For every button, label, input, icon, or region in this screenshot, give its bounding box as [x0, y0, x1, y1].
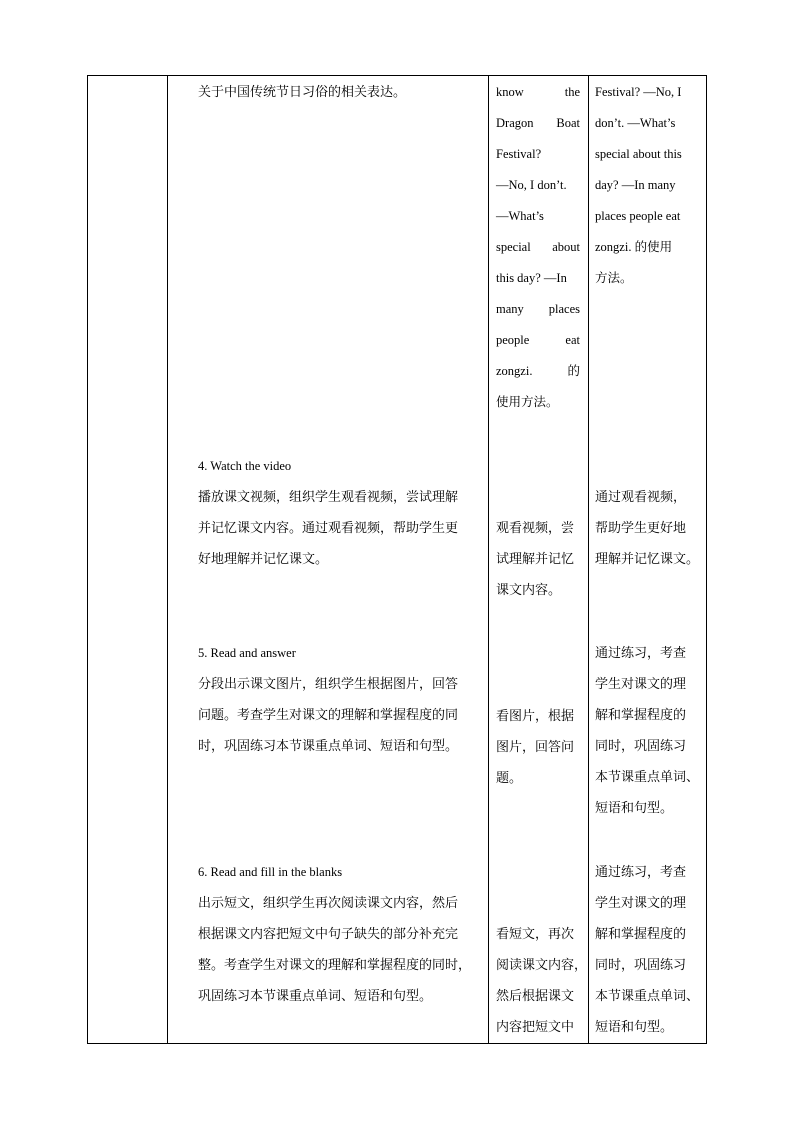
- intent-line: 解和掌握程度的: [595, 708, 687, 723]
- student-activity-6: [496, 919, 587, 1043]
- column-divider: [488, 76, 489, 1043]
- teacher-line: 问题。考查学生对课文的理解和掌握程度的同: [198, 708, 459, 723]
- student-line: Dragon Boat: [496, 116, 580, 130]
- intent-line: 同时，巩固练习: [595, 958, 687, 973]
- student-line: people eat: [496, 333, 580, 347]
- student-line: 内容把短文中: [496, 1020, 575, 1035]
- intent-line: 学生对课文的理: [595, 677, 687, 692]
- teacher-activity-5: [198, 638, 458, 762]
- activity-title: 4. Watch the video: [198, 459, 292, 473]
- student-activity-5: [496, 701, 574, 794]
- intent-line: 通过练习，考查: [595, 646, 687, 661]
- student-line: —No, I don’t.: [496, 178, 567, 192]
- student-line: 然后根据课文: [496, 989, 575, 1004]
- activity-title: 5. Read and answer: [198, 646, 296, 660]
- student-line: 图片，回答问: [496, 740, 575, 755]
- intent-line: 通过观看视频，: [595, 490, 687, 505]
- student-line: 看短文，再次: [496, 927, 575, 942]
- student-line: 题。: [496, 771, 523, 786]
- intent-line: 通过练习，考查: [595, 865, 687, 880]
- student-line: 试理解并记忆: [496, 552, 575, 567]
- student-line: zongzi. 的: [496, 364, 580, 378]
- teacher-line: 分段出示课文图片，组织学生根据图片，回答: [198, 677, 459, 692]
- activity-title: 6. Read and fill in the blanks: [198, 865, 343, 879]
- teacher-line: 好地理解并记忆课文。: [198, 552, 329, 567]
- student-line: 阅读课文内容，: [496, 958, 588, 973]
- teacher-line: 并记忆课文内容。通过观看视频，帮助学生更: [198, 521, 459, 536]
- teacher-activity-4: [198, 451, 458, 575]
- student-line: 课文内容。: [496, 583, 562, 598]
- intent-line: zongzi. 的使用: [595, 240, 673, 254]
- intent-line: 帮助学生更好地: [595, 521, 687, 536]
- student-line: many places: [496, 302, 580, 316]
- design-intent-6: [595, 857, 699, 1043]
- teacher-line: 巩固练习本节课重点单词、短语和句型。: [198, 989, 433, 1004]
- teacher-line: 播放课文视频，组织学生观看视频，尝试理解: [198, 490, 459, 505]
- design-intent-3: [595, 77, 682, 294]
- student-line: 观看视频，尝: [496, 521, 575, 536]
- intent-line: day? —In many: [595, 178, 676, 192]
- student-line: Festival?: [496, 147, 542, 161]
- student-line: —What’s: [496, 209, 544, 223]
- teacher-line: 整。考查学生对课文的理解和掌握程度的同时，: [198, 958, 472, 973]
- student-line: special about: [496, 240, 580, 254]
- intent-line: places people eat: [595, 209, 681, 223]
- design-intent-4: [595, 482, 699, 575]
- teacher-line: 根据课文内容把短文中句子缺失的部分补充完: [198, 927, 459, 942]
- intent-line: Festival? —No, I: [595, 85, 682, 99]
- design-intent-5: [595, 638, 699, 824]
- teacher-activity-3: [198, 77, 406, 108]
- intent-line: special about this: [595, 147, 682, 161]
- student-activity-4: [496, 513, 574, 606]
- intent-line: 本节课重点单词、: [595, 770, 700, 785]
- student-line: 看图片，根据: [496, 709, 575, 724]
- intent-line: 短语和句型。: [595, 1020, 674, 1035]
- student-line: this day? —In: [496, 271, 567, 285]
- teacher-activity-6: [198, 857, 471, 1012]
- intent-line: 本节课重点单词、: [595, 989, 700, 1004]
- intent-line: 短语和句型。: [595, 801, 674, 816]
- intent-line: 学生对课文的理: [595, 896, 687, 911]
- intent-line: 理解并记忆课文。: [595, 552, 700, 567]
- intent-line: 方法。: [595, 271, 633, 285]
- student-line: know the: [496, 85, 580, 99]
- teacher-line: 时，巩固练习本节课重点单词、短语和句型。: [198, 739, 459, 754]
- student-line: 使用方法。: [496, 395, 559, 409]
- column-divider: [167, 76, 168, 1043]
- intent-line: 解和掌握程度的: [595, 927, 687, 942]
- teacher-line: 关于中国传统节日习俗的相关表达。: [198, 85, 407, 100]
- teacher-line: 出示短文，组织学生再次阅读课文内容，然后: [198, 896, 459, 911]
- intent-line: don’t. —What’s: [595, 116, 676, 130]
- column-divider: [588, 76, 589, 1043]
- student-activity-3: [496, 77, 580, 418]
- intent-line: 同时，巩固练习: [595, 739, 687, 754]
